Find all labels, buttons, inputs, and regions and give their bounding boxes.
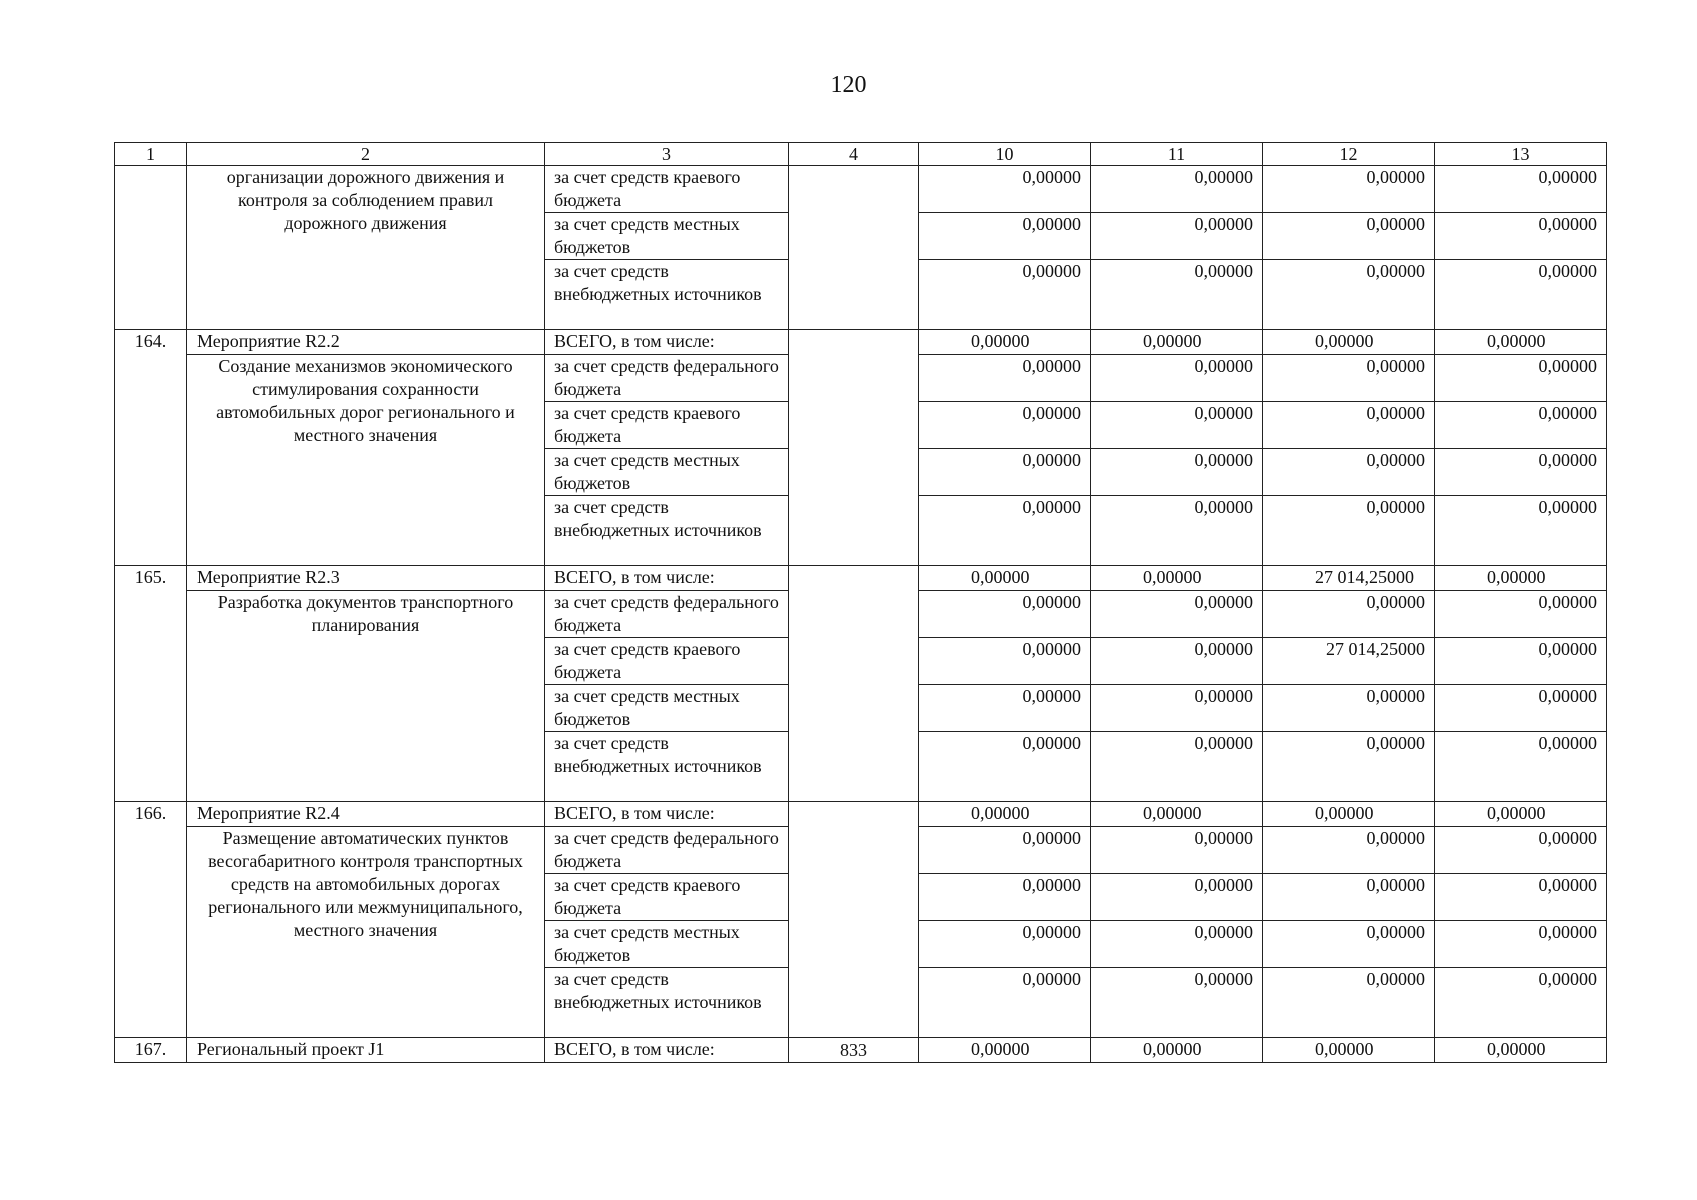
funding-source: за счет средств местных бюджетов [545, 213, 789, 260]
funding-source: за счет средств федерального бюджета [545, 355, 789, 402]
total-label: ВСЕГО, в том числе: [545, 330, 789, 355]
amount-cell: 0,00000 [1091, 802, 1263, 827]
activity-description: Разработка документов транспортного планирования [187, 591, 545, 802]
amount-cell: 0,00000 [1263, 827, 1435, 874]
amount-cell: 0,00000 [1091, 874, 1263, 921]
amount-cell: 0,00000 [1091, 166, 1263, 213]
table-row [115, 1038, 1607, 1063]
amount-cell: 0,00000 [1263, 874, 1435, 921]
budget-table [114, 142, 1607, 1063]
amount-cell: 0,00000 [1263, 968, 1435, 1038]
amount-cell: 0,00000 [1435, 591, 1607, 638]
amount-cell: 0,00000 [1435, 496, 1607, 566]
total-label: ВСЕГО, в том числе: [545, 566, 789, 591]
amount-cell: 0,00000 [1263, 166, 1435, 213]
amount-cell: 0,00000 [919, 638, 1091, 685]
amount-cell: 0,00000 [1435, 566, 1607, 591]
amount-cell: 0,00000 [919, 566, 1091, 591]
amount-cell: 0,00000 [1091, 921, 1263, 968]
funding-source: за счет средств внебюджетных источников [545, 968, 789, 1038]
amount-cell: 0,00000 [919, 496, 1091, 566]
code-cell [789, 802, 919, 1038]
amount-cell: 27 014,25000 [1263, 566, 1435, 591]
amount-cell: 0,00000 [1091, 638, 1263, 685]
amount-cell: 0,00000 [1435, 802, 1607, 827]
amount-cell: 0,00000 [1091, 732, 1263, 802]
activity-description: организации дорожного движения и контроля за соблюдением правил дорожного движения [187, 166, 545, 330]
amount-cell: 0,00000 [1435, 874, 1607, 921]
amount-cell: 0,00000 [1435, 330, 1607, 355]
amount-cell: 0,00000 [1263, 496, 1435, 566]
column-header: 3 [545, 143, 789, 166]
table-row [115, 330, 1607, 355]
amount-cell: 0,00000 [1263, 330, 1435, 355]
amount-cell: 0,00000 [1435, 213, 1607, 260]
amount-cell: 0,00000 [1091, 827, 1263, 874]
activity-title: Региональный проект J1 [187, 1038, 545, 1063]
amount-cell: 0,00000 [1435, 355, 1607, 402]
amount-cell: 0,00000 [919, 355, 1091, 402]
amount-cell: 0,00000 [919, 802, 1091, 827]
amount-cell: 0,00000 [919, 449, 1091, 496]
activity-description: Создание механизмов экономического стимулирования сохранности автомобильных дорог регионального и местного значения [187, 355, 545, 566]
amount-cell: 0,00000 [1435, 732, 1607, 802]
amount-cell: 0,00000 [1091, 402, 1263, 449]
funding-source: за счет средств внебюджетных источников [545, 496, 789, 566]
amount-cell: 0,00000 [1435, 402, 1607, 449]
amount-cell: 0,00000 [919, 874, 1091, 921]
column-header-row [115, 143, 1607, 166]
column-header: 10 [919, 143, 1091, 166]
amount-cell: 0,00000 [1091, 566, 1263, 591]
amount-cell: 0,00000 [1091, 496, 1263, 566]
amount-cell: 0,00000 [1435, 449, 1607, 496]
amount-cell: 0,00000 [1435, 685, 1607, 732]
page-number: 120 [830, 72, 867, 98]
amount-cell: 0,00000 [1263, 685, 1435, 732]
amount-cell: 0,00000 [1435, 921, 1607, 968]
funding-source: за счет средств местных бюджетов [545, 449, 789, 496]
amount-cell: 0,00000 [1091, 1038, 1263, 1063]
code-cell [789, 166, 919, 330]
amount-cell: 0,00000 [919, 591, 1091, 638]
amount-cell: 0,00000 [919, 402, 1091, 449]
amount-cell: 0,00000 [1435, 166, 1607, 213]
column-header: 13 [1435, 143, 1607, 166]
code-cell: 833 [789, 1038, 919, 1063]
funding-source: за счет средств краевого бюджета [545, 402, 789, 449]
amount-cell: 0,00000 [1435, 260, 1607, 330]
amount-cell: 0,00000 [1263, 449, 1435, 496]
column-header: 2 [187, 143, 545, 166]
funding-source: за счет средств краевого бюджета [545, 874, 789, 921]
amount-cell: 0,00000 [1091, 449, 1263, 496]
funding-source: за счет средств внебюджетных источников [545, 732, 789, 802]
funding-source: за счет средств внебюджетных источников [545, 260, 789, 330]
funding-source: за счет средств местных бюджетов [545, 921, 789, 968]
amount-cell: 0,00000 [1091, 685, 1263, 732]
row-number: 167. [115, 1038, 187, 1063]
funding-source: за счет средств федерального бюджета [545, 827, 789, 874]
row-number-cell [115, 166, 187, 330]
code-cell [789, 330, 919, 566]
amount-cell: 0,00000 [919, 260, 1091, 330]
amount-cell: 27 014,25000 [1263, 638, 1435, 685]
row-number: 166. [115, 802, 187, 1038]
amount-cell: 0,00000 [1263, 921, 1435, 968]
amount-cell: 0,00000 [1263, 591, 1435, 638]
column-header: 12 [1263, 143, 1435, 166]
amount-cell: 0,00000 [1435, 968, 1607, 1038]
funding-source: за счет средств федерального бюджета [545, 591, 789, 638]
amount-cell: 0,00000 [919, 685, 1091, 732]
amount-cell: 0,00000 [1091, 968, 1263, 1038]
activity-title: Мероприятие R2.2 [187, 330, 545, 355]
amount-cell: 0,00000 [1091, 260, 1263, 330]
funding-source: за счет средств краевого бюджета [545, 638, 789, 685]
amount-cell: 0,00000 [1263, 213, 1435, 260]
amount-cell: 0,00000 [1091, 591, 1263, 638]
activity-description: Размещение автоматических пунктов весогабаритного контроля транспортных средств на автомобильных дорогах регионального или межмуниципального, местного значения [187, 827, 545, 1038]
table-row [115, 566, 1607, 591]
activity-title: Мероприятие R2.3 [187, 566, 545, 591]
amount-cell: 0,00000 [1091, 330, 1263, 355]
amount-cell: 0,00000 [919, 827, 1091, 874]
amount-cell: 0,00000 [1091, 213, 1263, 260]
row-number: 165. [115, 566, 187, 802]
total-label: ВСЕГО, в том числе: [545, 802, 789, 827]
amount-cell: 0,00000 [1263, 732, 1435, 802]
amount-cell: 0,00000 [1435, 1038, 1607, 1063]
row-number: 164. [115, 330, 187, 566]
activity-title: Мероприятие R2.4 [187, 802, 545, 827]
amount-cell: 0,00000 [919, 732, 1091, 802]
table-row [115, 802, 1607, 827]
amount-cell: 0,00000 [1091, 355, 1263, 402]
amount-cell: 0,00000 [919, 213, 1091, 260]
amount-cell: 0,00000 [919, 166, 1091, 213]
amount-cell: 0,00000 [919, 330, 1091, 355]
amount-cell: 0,00000 [1263, 355, 1435, 402]
amount-cell: 0,00000 [1263, 1038, 1435, 1063]
total-label: ВСЕГО, в том числе: [545, 1038, 789, 1063]
amount-cell: 0,00000 [1435, 827, 1607, 874]
amount-cell: 0,00000 [1435, 638, 1607, 685]
column-header: 1 [115, 143, 187, 166]
column-header: 4 [789, 143, 919, 166]
amount-cell: 0,00000 [1263, 402, 1435, 449]
amount-cell: 0,00000 [919, 968, 1091, 1038]
funding-source: за счет средств местных бюджетов [545, 685, 789, 732]
funding-source: за счет средств краевого бюджета [545, 166, 789, 213]
code-cell [789, 566, 919, 802]
column-header: 11 [1091, 143, 1263, 166]
amount-cell: 0,00000 [919, 1038, 1091, 1063]
table-row [115, 166, 1607, 213]
amount-cell: 0,00000 [1263, 802, 1435, 827]
amount-cell: 0,00000 [919, 921, 1091, 968]
amount-cell: 0,00000 [1263, 260, 1435, 330]
